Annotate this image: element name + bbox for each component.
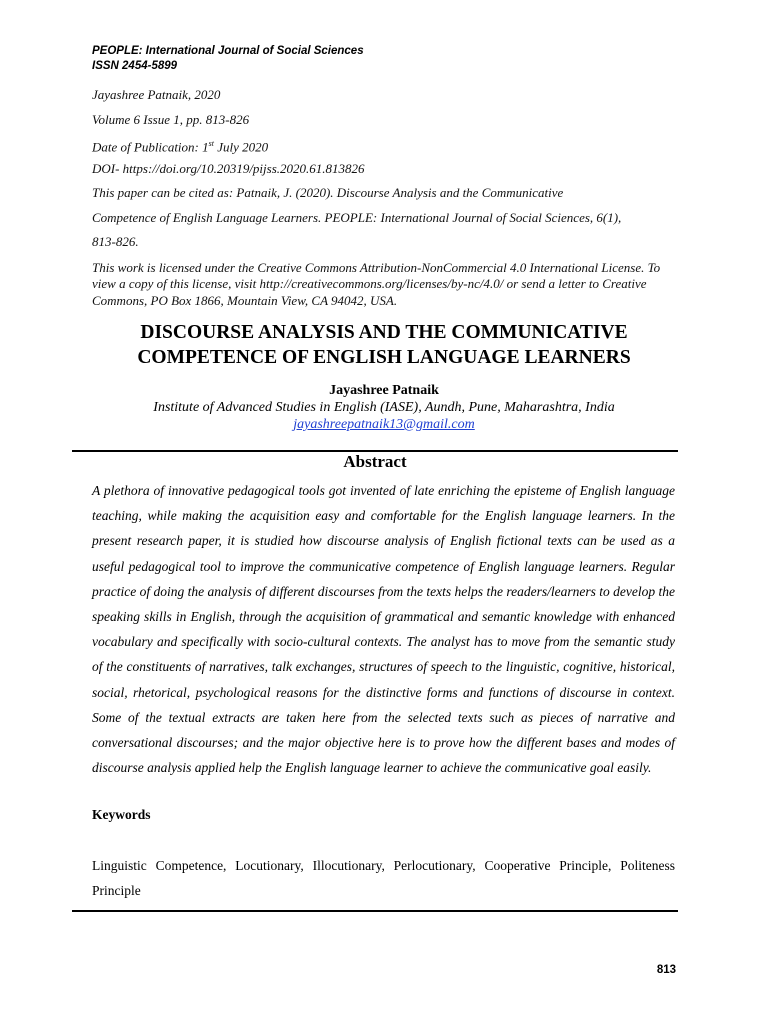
journal-name: PEOPLE: International Journal of Social Sciences	[92, 45, 364, 57]
author-name: Jayashree Patnaik	[329, 383, 439, 398]
author-email-link[interactable]: jayashreepatnaik13@gmail.com	[293, 417, 475, 432]
citation-metadata	[92, 86, 682, 309]
publication-date-suffix: July 2020	[213, 139, 269, 155]
author-block	[60, 382, 708, 433]
doi-line: DOI- https://doi.org/10.20319/pijss.2020.61.813826	[92, 160, 365, 176]
title-line-2: COMPETENCE OF ENGLISH LANGUAGE LEARNERS	[137, 347, 631, 368]
publication-date-prefix: Date of Publication: 1	[92, 139, 209, 155]
cite-line-1: This paper can be cited as: Patnaik, J. (2020). Discourse Analysis and the Communicative	[92, 185, 564, 200]
page-number: 813	[656, 964, 676, 976]
publication-date	[92, 135, 682, 160]
author-year: Jayashree Patnaik, 2020	[92, 87, 221, 102]
paper-title	[60, 320, 708, 370]
keywords-heading: Keywords	[92, 807, 151, 822]
abstract-body: A plethora of innovative pedagogical tools got invented of late enriching the episteme of English language teaching, while making the acquisition easy and comfortable for the English language learners. In the present research paper, it is studied how discourse analysis of English fictional texts can be used as a useful pedagogical tool to improve the communicative competence of English language learners. Regular practice of doing the analysis of different discourses from the texts helps the readers/learners to develop the speaking skills in English, through the acquisition of grammatical and semantic knowledge with enhanced vocabulary and specifically with socio-cultural contexts. The analyst has to move from the semantic study of the constituents of narratives, talk exchanges, structures of speech to the linguistic, cognitive, historical, social, rhetorical, psychological reasons for the distinctive forms and functions of discourse in context. Some of the textual extracts are taken here from the selected texts such as pieces of narrative and conversational discourses; and the major objective here is to prove how the different bases and modes of discourse analysis applied help the English language learner to achieve the communicative goal easily.	[92, 483, 675, 776]
license-notice: This work is licensed under the Creative Commons Attribution-NonCommercial 4.0 International License. To view a copy of this license, visit http://creativecommons.org/licenses/by-nc/4.0/ or send a letter to Creative Commons, PO Box 1866, Mountain View, CA 94042, USA.	[92, 259, 661, 308]
cite-line-2: Competence of English Language Learners. PEOPLE: International Journal of Social Sciences, 6(1),	[92, 209, 622, 225]
publication-date-ordinal: st	[208, 139, 214, 148]
keywords-list: Linguistic Competence, Locutionary, Illocutionary, Perlocutionary, Cooperative Principle, Politeness Principle	[92, 858, 675, 899]
author-affiliation: Institute of Advanced Studies in English (IASE), Aundh, Pune, Maharashtra, India	[153, 400, 615, 415]
abstract-heading: Abstract	[343, 452, 407, 471]
journal-issn: ISSN 2454-5899	[92, 60, 178, 72]
title-line-1: DISCOURSE ANALYSIS AND THE COMMUNICATIVE	[140, 322, 628, 343]
volume-pages: Volume 6 Issue 1, pp. 813-826	[92, 111, 250, 127]
cite-line-3: 813-826.	[92, 234, 139, 249]
abstract-bottom-divider	[72, 910, 678, 912]
journal-header	[92, 44, 364, 74]
